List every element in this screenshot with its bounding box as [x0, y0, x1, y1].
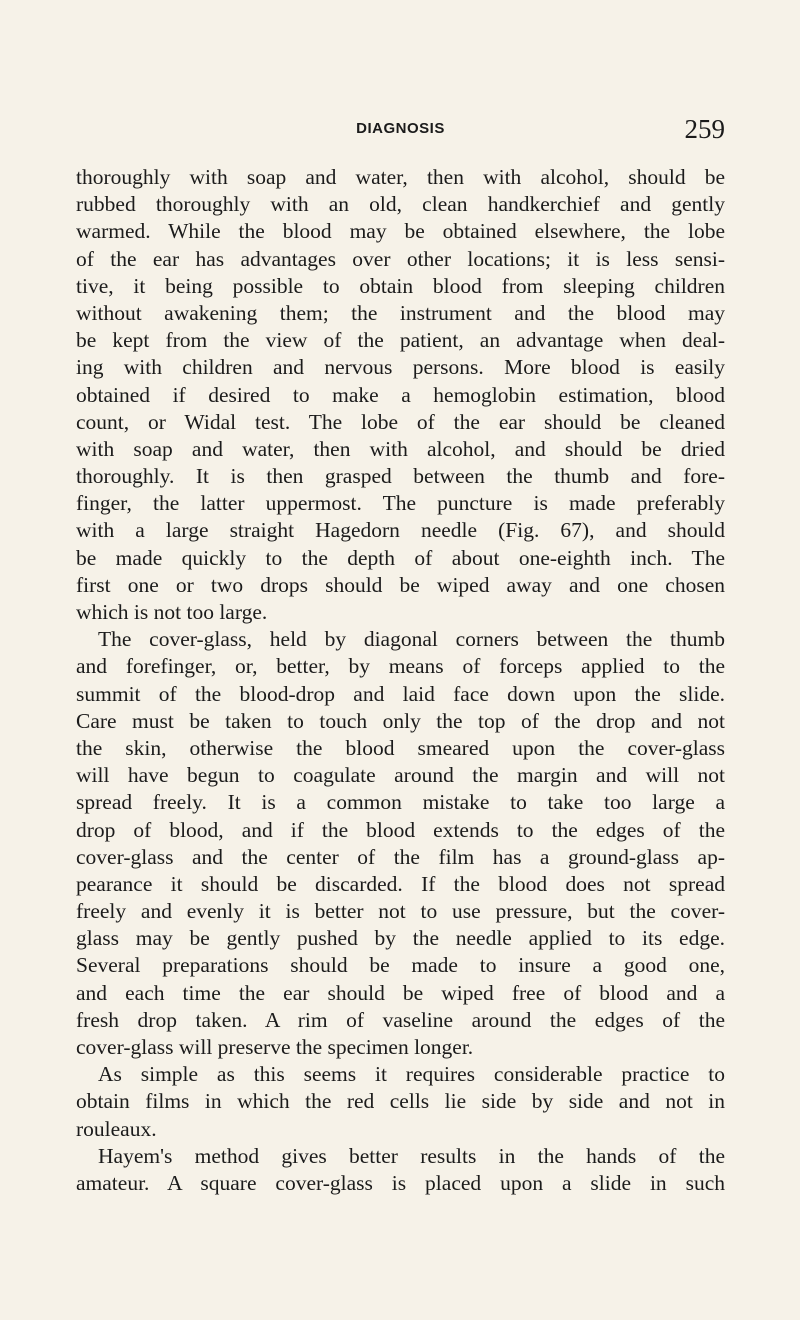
- text-line: rubbed thoroughly with an old, clean handkerchief and gently: [76, 192, 725, 217]
- running-head: DIAGNOSIS: [356, 120, 445, 137]
- text-line: with a large straight Hagedorn needle (Fig. 67), and should: [76, 518, 725, 543]
- text-line: first one or two drops should be wiped away and one chosen: [76, 572, 725, 597]
- text-line: rouleaux.: [76, 1116, 157, 1141]
- text-line: without awakening them; the instrument and the blood may: [76, 300, 725, 325]
- text-line: thoroughly. It is then grasped between the thumb and fore-: [76, 464, 725, 489]
- page-header: [76, 114, 725, 150]
- text-line: the skin, otherwise the blood smeared upon the cover-glass: [76, 735, 725, 760]
- text-line: of the ear has advantages over other locations; it is less sensi-: [76, 246, 725, 271]
- text-line: will have begun to coagulate around the margin and will not: [76, 763, 725, 788]
- text-line: As simple as this seems it requires considerable practice to: [98, 1062, 725, 1087]
- text-line: ing with children and nervous persons. More blood is easily: [76, 355, 725, 380]
- text-line: Hayem's method gives better results in the hands of the: [98, 1143, 725, 1168]
- text-line: count, or Widal test. The lobe of the ear should be cleaned: [76, 409, 725, 434]
- text-line: drop of blood, and if the blood extends to the edges of the: [76, 817, 725, 842]
- text-line: be made quickly to the depth of about one-eighth inch. The: [76, 545, 725, 570]
- text-line: amateur. A square cover-glass is placed upon a slide in such: [76, 1170, 725, 1195]
- text-line: tive, it being possible to obtain blood from sleeping children: [76, 273, 725, 298]
- text-line: with soap and water, then with alcohol, and should be dried: [76, 436, 725, 461]
- text-line: freely and evenly it is better not to use pressure, but the cover-: [76, 899, 725, 924]
- text-line: pearance it should be discarded. If the blood does not spread: [76, 871, 725, 896]
- text-line: be kept from the view of the patient, an advantage when deal-: [76, 328, 725, 353]
- text-line: finger, the latter uppermost. The puncture is made preferably: [76, 491, 725, 516]
- text-line: thoroughly with soap and water, then with alcohol, should be: [76, 165, 725, 189]
- text-line: Several preparations should be made to insure a good one,: [76, 953, 725, 978]
- page-number: 259: [684, 114, 725, 144]
- text-line: which is not too large.: [76, 600, 268, 624]
- text-line: and forefinger, or, better, by means of forceps applied to the: [76, 654, 725, 679]
- text-line: spread freely. It is a common mistake to take too large a: [76, 790, 725, 815]
- text-line: obtain films in which the red cells lie side by side and not in: [76, 1089, 725, 1114]
- body-text: [76, 164, 725, 1197]
- text-line: obtained if desired to make a hemoglobin estimation, blood: [76, 382, 725, 407]
- text-line: and each time the ear should be wiped free of blood and a: [76, 980, 725, 1005]
- text-line: summit of the blood-drop and laid face down upon the slide.: [76, 681, 725, 706]
- text-line: cover-glass and the center of the film has a ground-glass ap-: [76, 844, 725, 869]
- text-line: glass may be gently pushed by the needle applied to its edge.: [76, 926, 725, 951]
- text-line: Care must be taken to touch only the top of the drop and not: [76, 708, 725, 733]
- text-line: warmed. While the blood may be obtained elsewhere, the lobe: [76, 219, 725, 244]
- text-line: fresh drop taken. A rim of vaseline around the edges of the: [76, 1007, 725, 1032]
- text-line: The cover-glass, held by diagonal corners between the thumb: [98, 627, 725, 652]
- text-line: cover-glass will preserve the specimen longer.: [76, 1035, 474, 1059]
